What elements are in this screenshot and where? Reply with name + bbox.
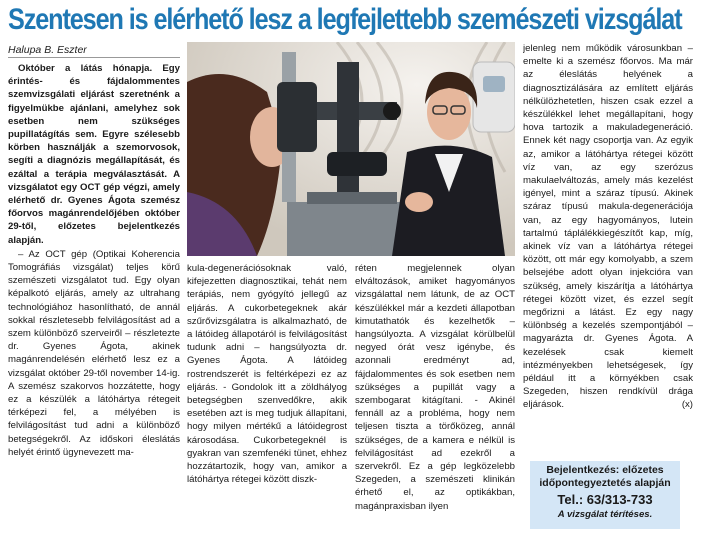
article-column-2 — [187, 262, 347, 536]
article-body-col1: – Az OCT gép (Optikai Koherencia Tomográfiás vizsgálat) teljes körű szemészeti vizsgálatot tud. Egy olyan képalkotó eljárás, amely az ultrahang technológiához hasonlítható, de annál sokkal részletesebb felvilágosítást ad a szem különböző szerveiről – részletezte dr. Gyenes Ágota, akinek magánrendelésén elérhető lesz ez a vizsgálat október 29-től november 14-ig. A szemész szakorvos hozzátette, hogy ez a készülék a látóhártya rétegeit térképezi fel, a mélyében is felvilágosítást tud adni a különböző betegségekről. Az időskori éleslátás helyét érintő ügynevezett ma- — [8, 248, 180, 458]
article-column-4 — [523, 42, 693, 460]
advertorial-mark: (x) — [681, 399, 693, 411]
booking-line-2: időpontegyeztetés alapján — [539, 477, 671, 489]
article-body-col3: réten megjelennek olyan elváltozások, amiket hagyományos vizsgálattal nem látunk, de az OCT készülékkel már a kezdeti állapotban kimutathatók és kezelhetők – hangsúlyozta. A vizsgálat körülbelül negyed órát vesz igénybe, és azonnali eredményt ad, fájdalommentes és sok esetben nem szükséges a pupillát vagy a szembogarat kitágítani. - Akinél fennáll az a probléma, hogy nem teljesen tiszta a törőközeg, annál szükséges, de a kamera e nélkül is felvilágosítást ad ezekről a szervekről. Ez a gép legközelebb Szegeden, a szemészeti klinikán érhető el, az optikákban, magánpraxisban ilyen — [355, 263, 515, 512]
booking-line-1: Bejelentkezés: előzetes — [546, 464, 664, 476]
article-headline: Szentesen is elérhető lesz a legfejlettebb szemészeti vizsgálat — [8, 3, 682, 36]
booking-info-box — [530, 461, 680, 529]
fee-note: A vizsgálat térítéses. — [557, 509, 653, 520]
article-body-col2: kula-degenerációsoknak való, kifejezetten diagnosztikai, tehát nem terápiás, nem gyógyító jellegű az eljárás. A cukorbetegeknek akár szűrővizsgálatra is alkalmazható, de a látóideg állapotáról is felvilágosítást tudunk adni – hangsúlyozta dr. Gyenes Ágota. A látóideg rostrendszerét is feltérképezi ez az eljárás. - Gondolok itt a zöldhályog betegségben szenvedőkre, akik esetében azt is meg tudjuk állapítani, hogy milyen mértékű a látóidegrost károsodása. Cukorbetegeknél is gyakran van szemfenéki tünet, ehhez hozzátartozik, hogy van, amikor a látóhártya rétegei között diszk- — [187, 263, 347, 486]
author-byline: Halupa B. Eszter — [8, 44, 180, 58]
article-lead: Október a látás hónapja. Egy érintés- és fájdalommentes szemvizsgálati eljárást szeretnénk a figyelmükbe ajánlani, amelyhez sok esetben nem szükséges pupillatágítás sem. Egyre szélesebb körben használják a szemorvosok, segíti a diagnózis megállapítását, és ezáltal a terápia megválasztását. A vizsgálatot egy OCT gép végzi, amely elérhető dr. Gyenes Ágota szemész főorvos magánrendelőjében október 29-től, előzetes bejelentkezés alapján. — [8, 63, 180, 246]
article-column-3 — [355, 262, 515, 536]
article-photo — [187, 42, 515, 256]
article-body-col4 — [523, 42, 693, 412]
article-column-1 — [8, 62, 180, 536]
article-body-col4-text: jelenleg nem működik városunkban – emelte ki a szemész főorvos. Ma már az éleslátás helyének a diagnosztizálására az említett eljárás nélkülözhetetlen, hiszen csak ezzel a készülékkel lehet megállapítani, hogy hova tartozik a makuladegeneráció. Ennek két nagy csoportja van. Az egyik az, amikor a látóhártya rétegei között víz van, az egy szerózus makulaelváltozás, amely más kezelést igényel, mint a száraz típusú. Akinek száraz típusú makula-degenerációja van, az egy hagyományos, lutein tartalmú táplálékkiegészítőt kap, míg, akinek víz van a látóhártya rétegei között, ott már egy komolyabb, a szem belsejébe adott olyan injekcióra van szükség, amely kiszárítja a látóhártya rétegei között vizet, és ezzel segít megőrizni a látást. Ez egy nagy különbség a kezelés szempontjából – magyarázta dr. Gyenes Ágota. A kezelések csak kiemelt intézményekben lehetségesek, így például itt a környékben csak Szegeden, hiszen rendkívül drága eljárások. — [523, 43, 693, 411]
eye-exam-photo — [187, 42, 515, 256]
phone-number: Tel.: 63/313-733 — [557, 492, 653, 507]
